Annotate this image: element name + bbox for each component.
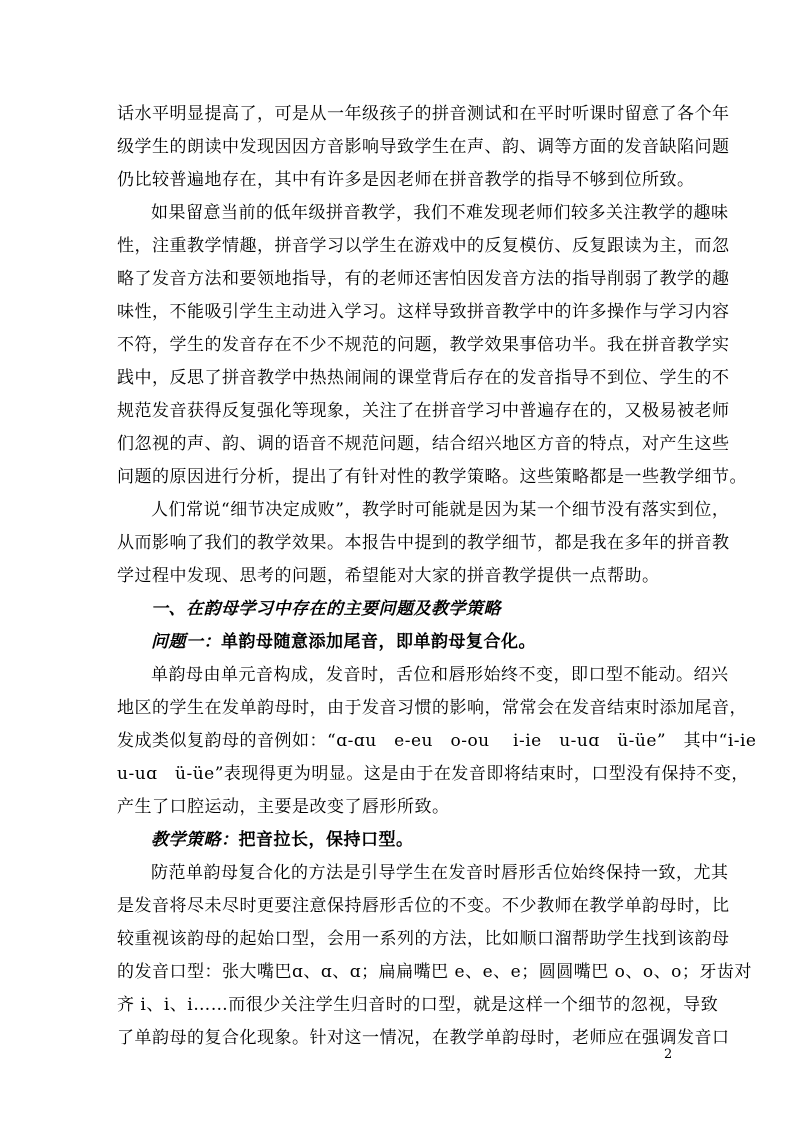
- paragraph-line: 地区的学生在发单韵母时，由于发音习惯的影响，常常会在发音结束时添加尾音，: [117, 698, 747, 718]
- paragraph-line: 产生了口腔运动，主要是改变了唇形所致。: [117, 797, 450, 817]
- paragraph-line: 防范单韵母复合化的方法是引导学生在发音时唇形舌位始终保持一致，尤其: [151, 863, 729, 883]
- paragraph-line: 如果留意当前的低年级拼音教学，我们不难发现老师们较多关注教学的趣味: [151, 203, 729, 223]
- paragraph-line: u-uɑ ü-üe”表现得更为明显。这是由于在发音即将结束时，口型没有保持不变，: [117, 764, 749, 784]
- issue-title: 单韵母随意添加尾音，即单韵母复合化。: [221, 632, 536, 652]
- paragraph-line: 是发音将尽未尽时更要注意保持唇形舌位的不变。不少教师在教学单韵母时，比: [117, 896, 730, 916]
- paragraph-line: 不符，学生的发音存在不少不规范的问题，教学效果事倍功半。我在拼音教学实: [117, 335, 730, 355]
- paragraph-line: 的发音口型：张大嘴巴ɑ、ɑ、ɑ；扁扁嘴巴 e、e、e；圆圆嘴巴 o、o、o；牙齿对: [117, 962, 752, 982]
- paragraph-line: 人们常说“细节决定成败”，教学时可能就是因为某一个细节没有落实到位，: [151, 500, 730, 520]
- paragraph-line: 从而影响了我们的教学效果。本报告中提到的教学细节，都是我在多年的拼音教: [117, 533, 730, 553]
- strategy-heading: [151, 829, 414, 851]
- paragraph-line: 单韵母由单元音构成，发音时，舌位和唇形始终不变，即口型不能动。绍兴: [151, 665, 729, 685]
- paragraph-line: 较重视该韵母的起始口型，会用一系列的方法，比如顺口溜帮助学生找到该韵母: [117, 929, 730, 949]
- issue-heading: [151, 631, 536, 653]
- paragraph-line: 话水平明显提高了，可是从一年级孩子的拼音测试和在平时听课时留意了各个年: [117, 104, 730, 124]
- paragraph-line: 问题的原因进行分析，提出了有针对性的教学策略。这些策略都是一些教学细节。: [117, 467, 747, 487]
- strategy-title: 把音拉长，保持口型。: [238, 830, 414, 850]
- paragraph-line: 学过程中发现、思考的问题，希望能对大家的拼音教学提供一点帮助。: [117, 566, 660, 586]
- strategy-label: 教学策略：: [151, 830, 239, 850]
- paragraph-line: 齐 i、i、i……而很少关注学生归音时的口型，就是这样一个细节的忽视，导致: [117, 995, 719, 1015]
- paragraph-line: 了单韵母的复合化现象。针对这一情况，在教学单韵母时，老师应在强调发音口: [117, 1028, 730, 1048]
- paragraph-line: 级学生的朗读中发现因因方音影响导致学生在声、韵、调等方面的发音缺陷问题: [117, 137, 730, 157]
- issue-label: 问题一：: [151, 632, 221, 652]
- paragraph-line: 践中，反思了拼音教学中热热闹闹的课堂背后存在的发音指导不到位、学生的不: [117, 368, 730, 388]
- paragraph-line: 性，注重教学情趣，拼音学习以学生在游戏中的反复模仿、反复跟读为主，而忽: [117, 236, 730, 256]
- paragraph-line: 仍比较普遍地存在，其中有许多是因老师在拼音教学的指导不够到位所致。: [117, 170, 695, 190]
- paragraph-line: 略了发音方法和要领地指导，有的老师还害怕因发音方法的指导削弱了教学的趣: [117, 269, 730, 289]
- paragraph-line: 发成类似复韵母的音例如：“ɑ-ɑu e-eu o-ou i-ie u-uɑ ü-üe” 其中“i-ie: [117, 731, 757, 751]
- section-heading: 一、在韵母学习中存在的主要问题及教学策略: [151, 599, 501, 619]
- page-number: 2: [664, 1047, 673, 1062]
- paragraph-line: 规范发音获得反复强化等现象，关注了在拼音学习中普遍存在的，又极易被老师: [117, 401, 730, 421]
- paragraph-line: 们忽视的声、韵、调的语音不规范问题，结合绍兴地区方音的特点，对产生这些: [117, 434, 730, 454]
- paragraph-line: 味性，不能吸引学生主动进入学习。这样导致拼音教学中的许多操作与学习内容: [117, 302, 730, 322]
